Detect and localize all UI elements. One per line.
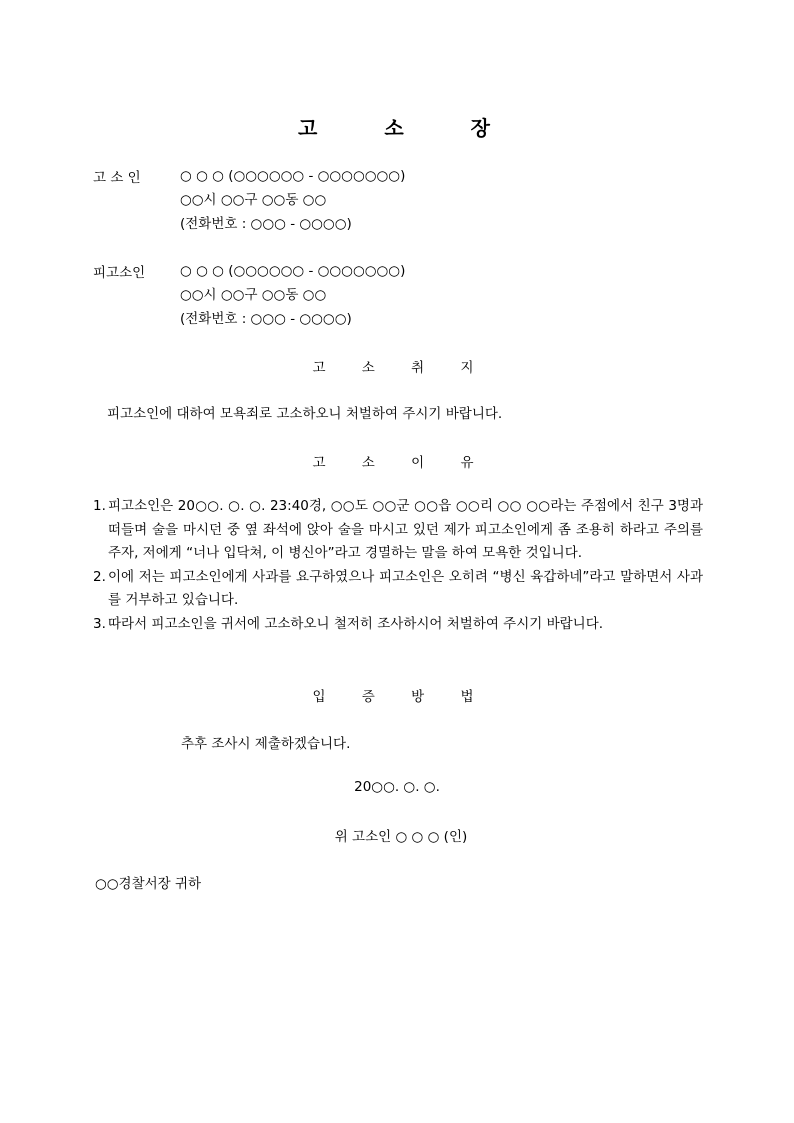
complainant-phone: (전화번호 : ○○○ - ○○○○) xyxy=(180,216,352,232)
addressee: ○○경찰서장 귀하 xyxy=(95,876,202,892)
reasons-list xyxy=(93,495,703,636)
complainant-label: 고 소 인 xyxy=(93,170,141,186)
defendant-address: ○○시 ○○구 ○○동 ○○ xyxy=(180,287,327,303)
defendant-name-id: ○ ○ ○ (○○○○○○ - ○○○○○○○) xyxy=(180,263,406,279)
reason-item xyxy=(93,566,703,613)
reason-number: 2. xyxy=(93,568,106,585)
purpose-text: 피고소인에 대하여 모욕죄로 고소하오니 처벌하여 주시기 바랍니다. xyxy=(107,406,503,422)
defendant-details xyxy=(180,261,405,333)
defendant-label: 피고소인 xyxy=(93,265,146,281)
purpose-heading: 고 소 취 지 xyxy=(312,360,490,376)
reason-item xyxy=(93,495,703,566)
reason-text: 이에 저는 피고소인에게 사과를 요구하였으나 피고소인은 오히려 “병신 육갑하네”라고 말하면서 사과를 거부하고 있습니다. xyxy=(108,568,703,608)
filing-date: 20○○. ○. ○. xyxy=(354,779,440,795)
evidence-text: 추후 조사시 제출하겠습니다. xyxy=(181,736,351,752)
defendant-phone: (전화번호 : ○○○ - ○○○○) xyxy=(180,311,352,327)
complainant-details xyxy=(180,166,405,238)
complainant-name-id: ○ ○ ○ (○○○○○○ - ○○○○○○○) xyxy=(180,168,406,184)
reason-number: 1. xyxy=(93,498,106,514)
evidence-heading: 입 증 방 법 xyxy=(312,689,490,705)
complainant-address: ○○시 ○○구 ○○동 ○○ xyxy=(180,192,327,208)
signature-line: 위 고소인 ○ ○ ○ (인) xyxy=(334,829,468,845)
reason-text: 피고소인은 20○○. ○. ○. 23:40경, ○○도 ○○군 ○○읍 ○○리 ○○ ○○라는 주점에서 친구 3명과 떠들며 술을 마시던 중 옆 좌석에 앉아 술을 마시고 있던 제가 피고소인에게 좀 조용히 하라고 주의를 주자, 저에게 “너나 입닥쳐, 이 병신아”라고 경멸하는 말을 하여 모욕한 것입니다. xyxy=(108,498,703,561)
reason-number: 3. xyxy=(93,615,106,632)
reason-text: 따라서 피고소인을 귀서에 고소하오니 철저히 조사하시어 처벌하여 주시기 바랍니다. xyxy=(108,615,604,632)
reasons-heading: 고 소 이 유 xyxy=(312,455,490,471)
reason-item xyxy=(93,613,703,637)
document-title: 고 소 장 xyxy=(298,116,520,140)
